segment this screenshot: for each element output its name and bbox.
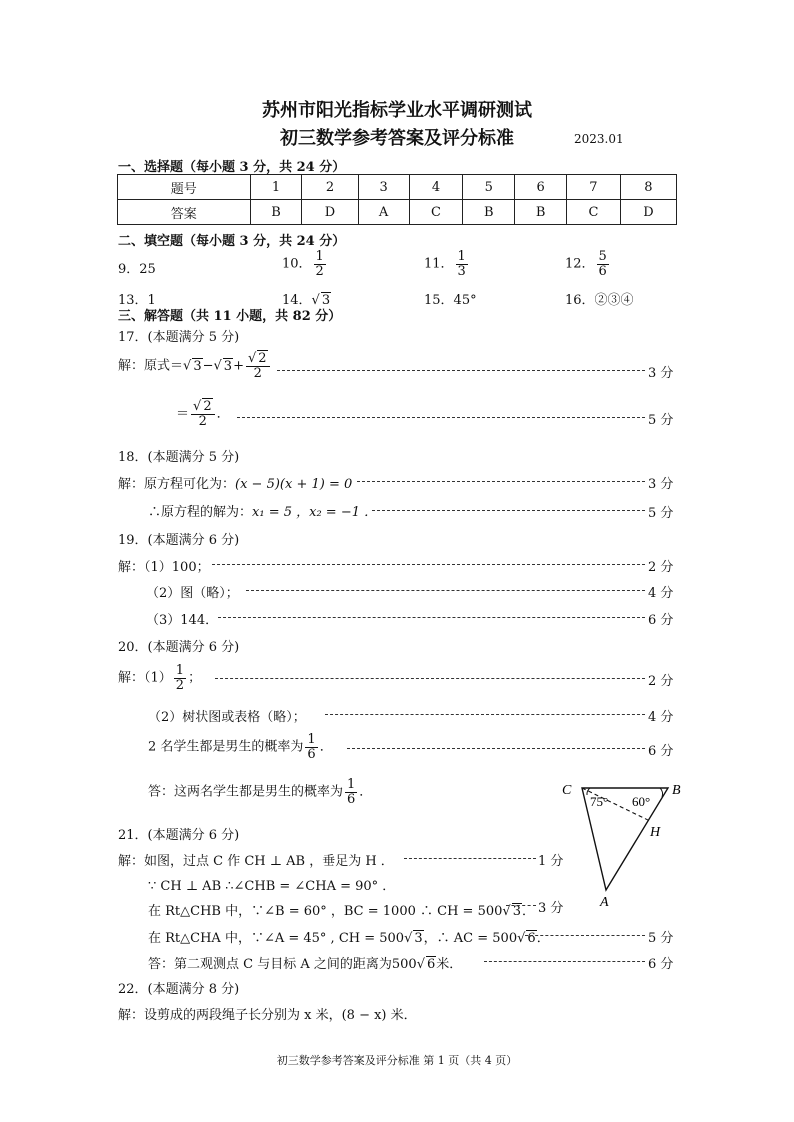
p21-score2: 3 分 (538, 901, 564, 916)
p17-l1-pre: 解：原式＝ (118, 358, 184, 374)
p20-l1-pre: 解：（1） (118, 670, 172, 686)
problem18-line1 (118, 473, 352, 492)
problem18-head: 18．(本题满分 5 分) (118, 450, 240, 465)
answer-q15: 15．45° (424, 293, 477, 308)
p17-l2-pre: ＝ (176, 406, 190, 422)
p17-l1-a: 3 (193, 358, 202, 374)
table-cell: 1 (250, 175, 302, 200)
section3-heading: 三、解答题（共 11 小题，共 82 分） (118, 309, 342, 324)
q10-denominator: 2 (315, 263, 324, 279)
p18-l1: 解：原方程可化为： (118, 477, 236, 492)
p17-l1-plus: + (233, 358, 244, 374)
score-leader (357, 481, 645, 482)
p17-l2-post: ． (216, 406, 230, 422)
score-leader (372, 510, 645, 511)
p17-l1-mid: − (202, 358, 214, 374)
problem19-head: 19．(本题满分 6 分) (118, 533, 240, 548)
score-leader (212, 564, 645, 565)
score-leader (484, 961, 645, 962)
answer-q11 (424, 250, 470, 278)
p20-l3-post: ． (319, 739, 333, 755)
table-cell: D (302, 200, 358, 225)
score-leader (215, 678, 645, 679)
p20-score3: 6 分 (648, 744, 674, 759)
problem20-line1 (118, 664, 201, 692)
answer-q10 (282, 250, 328, 278)
problem20-line2: （2）树状图或表格（略）； (148, 710, 306, 725)
table-cell: 8 (620, 175, 676, 200)
score-leader (525, 935, 645, 936)
page-title: 苏州市阳光指标学业水平调研测试 (262, 100, 532, 121)
q10-numerator: 1 (315, 249, 324, 264)
p18-score2: 5 分 (648, 506, 674, 521)
angle-arc-b (660, 788, 663, 797)
p18-l1-eq: (x − 5)(x + 1) = 0 (235, 477, 353, 492)
p21-l4-v1: 3 (414, 931, 423, 946)
p20-l4-pre: 答：这两名学生都是男生的概率为 (148, 784, 344, 800)
answer-q14: 14．√ 3 (282, 293, 331, 308)
p20-l3-pre: 2 名学生都是男生的概率为 (148, 739, 304, 755)
p18-l2: ∴原方程的解为： (148, 505, 253, 520)
angle-c-label: 75° (590, 794, 609, 809)
p18-score1: 3 分 (648, 477, 674, 492)
answer-row (118, 200, 677, 225)
table-cell: 2 (302, 175, 358, 200)
row-label-answer: 答案 (118, 200, 251, 225)
p21-l3-post: ． (521, 904, 535, 919)
answer-table (117, 174, 677, 225)
score-leader (404, 858, 536, 859)
p20-l3-den: 6 (307, 746, 316, 762)
p21-l4-mid: ，∴ AC = 500 (423, 931, 518, 946)
section2-heading: 二、填空题（每小题 3 分，共 24 分） (118, 234, 346, 249)
label-c: C (562, 783, 572, 798)
problem21-line3: 在 Rt△CHB 中，∵∠B = 60° ，BC = 1000 ∴ CH = 500√ 3． (148, 904, 535, 919)
problem22-line1: 解：设剪成的两段绳子长分别为 x 米，(8 − x) 米． (118, 1008, 417, 1023)
triangle-figure (556, 776, 696, 912)
p17-l1-num: 2 (258, 351, 267, 366)
p21-l4-pre: 在 Rt△CHA 中，∵∠A = 45° , CH = 500 (148, 931, 405, 946)
label-a: A (600, 895, 609, 910)
score-leader (506, 905, 536, 906)
page-footer: 初三数学参考答案及评分标准 第 1 页（共 4 页） (276, 1054, 518, 1067)
table-cell: A (358, 200, 409, 225)
q12-numerator: 5 (598, 249, 607, 264)
question-number-row (118, 175, 677, 200)
p20-l1-den: 2 (175, 677, 185, 693)
problem17-line2: ＝ $\frac{√ 2}{2}$ ． (176, 399, 230, 429)
table-cell: B (515, 200, 567, 225)
score-leader (347, 748, 645, 749)
p21-score1: 1 分 (538, 854, 564, 869)
score-leader (218, 617, 645, 618)
p21-score3: 5 分 (648, 931, 674, 946)
table-cell: 5 (463, 175, 515, 200)
problem20-line4 (148, 778, 372, 806)
problem18-line2 (148, 501, 377, 520)
score-leader (325, 714, 645, 715)
exam-date: 2023.01 (574, 132, 624, 146)
angle-b-label: 60° (632, 794, 651, 809)
p20-score2: 4 分 (648, 710, 674, 725)
p17-l2-den: 2 (198, 413, 207, 429)
p17-l1-den: 2 (253, 365, 262, 381)
p17-score2: 5 分 (648, 413, 674, 428)
p17-l1-b: 3 (223, 358, 233, 374)
q10-number: 10． (282, 256, 312, 272)
label-h: H (650, 825, 661, 840)
table-cell: C (567, 200, 621, 225)
p21-l5-pre: 答：第二观测点 C 与目标 A 之间的距离为500 (148, 957, 417, 972)
answer-q9: 9．25 (118, 262, 156, 277)
q14-radicand: 3 (321, 293, 331, 308)
problem20-line3 (148, 733, 333, 761)
p19-score1: 2 分 (648, 560, 674, 575)
p20-score1: 2 分 (648, 674, 674, 689)
p17-l2-num: 2 (203, 399, 212, 414)
q11-numerator: 1 (457, 249, 466, 264)
page-subtitle: 初三数学参考答案及评分标准 (280, 128, 514, 149)
p21-l4-post: ． (536, 931, 550, 946)
p19-score3: 6 分 (648, 613, 674, 628)
q11-denominator: 3 (457, 263, 466, 279)
p20-l4-post: ． (359, 784, 373, 800)
problem21-line4: 在 Rt△CHA 中，∵∠A = 45° , CH = 500√ 3，∴ AC = 500√ 6． (148, 931, 550, 946)
p21-l3-pre: 在 Rt△CHB 中，∵∠B = 60° ，BC = 1000 ∴ CH = 500 (148, 904, 503, 919)
q12-denominator: 6 (598, 263, 607, 279)
section1-heading: 一、选择题（每小题 3 分，共 24 分） (118, 160, 346, 175)
score-leader (277, 370, 645, 371)
q14-number: 14． (282, 293, 312, 308)
p20-l4-den: 6 (347, 791, 356, 807)
problem17-head: 17．(本题满分 5 分) (118, 330, 240, 345)
p21-score4: 6 分 (648, 957, 674, 972)
answer-q16: 16．②③④ (565, 293, 634, 308)
p20-l4-num: 1 (347, 777, 356, 792)
problem17-line1: 解：原式＝√ 3−√ 3+ $\frac{√ 2}{2}$ (118, 352, 272, 380)
p20-l1-post: ； (188, 670, 202, 686)
table-cell: D (620, 200, 676, 225)
problem21-line5: 答：第二观测点 C 与目标 A 之间的距离为500√ 6米． (148, 957, 463, 972)
table-cell: 7 (567, 175, 621, 200)
table-cell: C (409, 200, 463, 225)
table-cell: B (463, 200, 515, 225)
score-leader (246, 590, 645, 591)
answer-q12 (565, 250, 611, 278)
p20-l3-num: 1 (307, 732, 316, 747)
p21-l5-post: 米． (436, 957, 463, 972)
table-cell: 3 (358, 175, 409, 200)
problem19-line2: （2）图（略）； (146, 586, 239, 601)
q11-number: 11． (424, 256, 454, 272)
p19-score2: 4 分 (648, 586, 674, 601)
answer-q13: 13．1 (118, 293, 156, 308)
problem22-head: 22．(本题满分 8 分) (118, 982, 240, 997)
problem21-head: 21．(本题满分 6 分) (118, 828, 240, 843)
p21-l5-val: 6 (426, 957, 436, 972)
table-cell: 6 (515, 175, 567, 200)
q12-number: 12． (565, 256, 595, 272)
p18-l2-eq: x₁ = 5 ，x₂ = −1 ． (252, 505, 378, 520)
p21-l4-v2: 6 (527, 931, 536, 946)
problem19-line1: 解：（1）100； (118, 560, 210, 575)
label-b: B (672, 783, 681, 798)
p17-score1: 3 分 (648, 366, 674, 381)
problem20-head: 20．(本题满分 6 分) (118, 640, 240, 655)
problem21-line1: 解：如图，过点 C 作 CH ⊥ AB ，垂足为 H ． (118, 854, 394, 869)
score-leader (237, 417, 645, 418)
p21-l3-val: 3 (512, 904, 521, 919)
problem19-line3: （3）144． (146, 613, 219, 628)
table-cell: B (250, 200, 302, 225)
table-cell: 4 (409, 175, 463, 200)
p20-l1-num: 1 (175, 663, 185, 678)
problem21-line2: ∵ CH ⊥ AB ∴∠CHB = ∠CHA = 90° ． (148, 879, 396, 894)
row-label-question: 题号 (118, 175, 251, 200)
